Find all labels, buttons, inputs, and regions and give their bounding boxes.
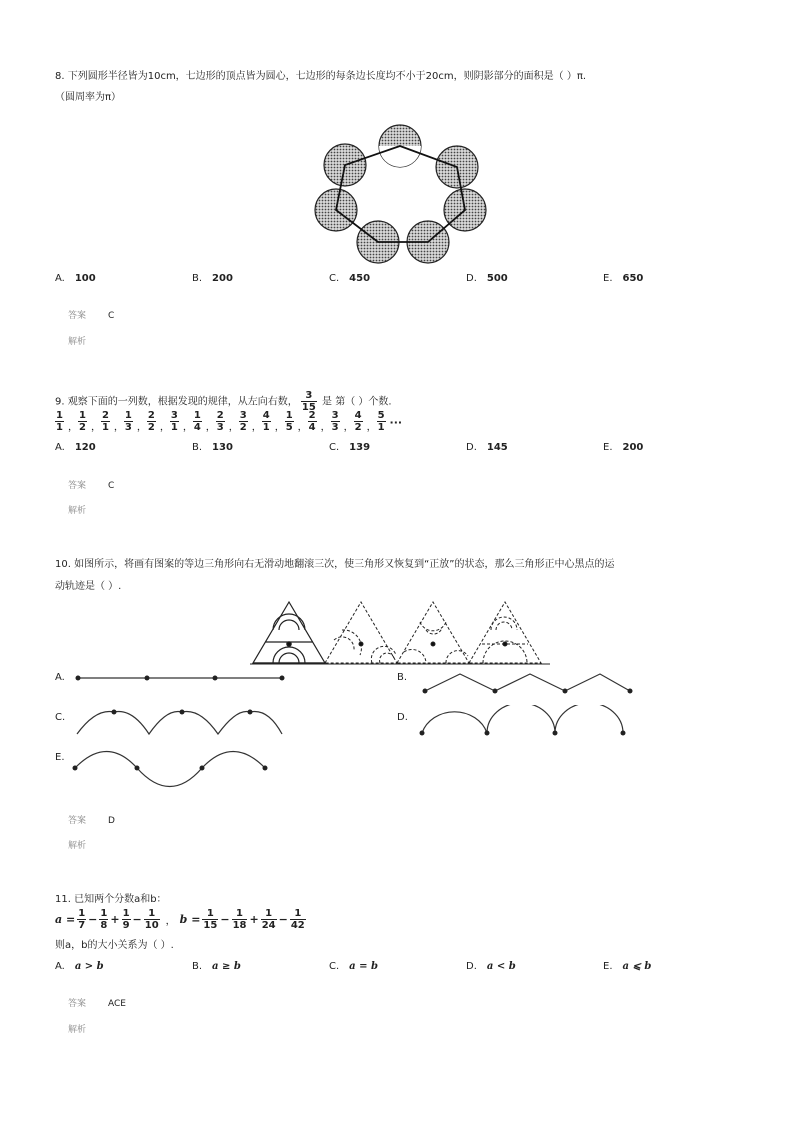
q10-option-c-path[interactable]	[72, 704, 287, 738]
comma: ，	[159, 422, 170, 433]
sequence-fraction: $\frac{2}{1}$	[101, 410, 109, 433]
q9-option-d[interactable]: D. 145	[466, 442, 508, 453]
formula-fraction: $\frac{1}{10}$	[144, 908, 159, 931]
formula-token: −	[88, 913, 98, 926]
q11-stem-cont: 则a，b的大小关系为（ ）.	[55, 940, 174, 951]
comma: ，	[182, 422, 193, 433]
formula-fraction: $\frac{1}{18}$	[232, 908, 247, 931]
formula-token: +	[249, 913, 259, 926]
q9-answer: 答案 C	[68, 481, 115, 491]
q10-option-a-path[interactable]	[70, 668, 290, 688]
q8-stem-note: （圆周率为π）	[55, 92, 122, 103]
q9-stem: 9. 观察下面的一列数，根据发现的规律，从左向右数， $\frac{3}{15}$ 是 第（ ）个数.	[55, 390, 392, 413]
triangle-rolled-1	[325, 602, 397, 663]
comma: ，	[228, 422, 239, 433]
q10-option-b-label[interactable]: B.	[397, 672, 408, 683]
q8-option-e[interactable]: E. 650	[603, 273, 644, 284]
rolling-triangles-figure	[250, 600, 550, 668]
formula-token: −	[220, 913, 230, 926]
q9-sequence	[55, 410, 402, 433]
q10-stem-cont: 动轨迹是（ ）.	[55, 581, 122, 592]
sequence-fraction: $\frac{2}{3}$	[216, 410, 224, 433]
q9-target-fraction: $\frac{3}{15}$	[301, 390, 316, 413]
formula-token: +	[110, 913, 120, 926]
formula-token: a =	[55, 913, 76, 926]
comma: ，	[136, 422, 147, 433]
sequence-fraction: $\frac{2}{2}$	[147, 410, 155, 433]
comma: ，	[274, 422, 285, 433]
sequence-fraction: $\frac{1}{2}$	[78, 410, 86, 433]
q10-option-d-label[interactable]: D.	[397, 712, 408, 723]
sequence-fraction: $\frac{1}{1}$	[56, 410, 63, 433]
q10-option-b-path[interactable]	[420, 666, 635, 696]
q9-option-b[interactable]: B. 130	[192, 442, 233, 453]
q10-analysis: 解析	[68, 841, 87, 851]
q11-option-d[interactable]: D. a < b	[466, 961, 516, 972]
q11-option-b[interactable]: B. a ≥ b	[192, 961, 241, 972]
q8-option-c[interactable]: C. 450	[329, 273, 371, 284]
formula-fraction: $\frac{1}{9}$	[122, 908, 130, 931]
q10-option-a-label[interactable]: A.	[55, 672, 65, 683]
q8-option-a[interactable]: A. 100	[55, 273, 96, 284]
q9-analysis: 解析	[68, 506, 87, 516]
q11-option-c[interactable]: C. a = b	[329, 961, 378, 972]
q8-analysis: 解析	[68, 337, 87, 347]
comma: ，	[113, 422, 124, 433]
formula-fraction: $\frac{1}{7}$	[78, 908, 86, 931]
q10-option-e-path[interactable]	[70, 743, 275, 793]
sequence-fraction: $\frac{2}{4}$	[308, 410, 316, 433]
q11-option-e[interactable]: E. a ⩽ b	[603, 961, 652, 972]
comma: ，	[297, 422, 308, 433]
formula-fraction: $\frac{1}{8}$	[100, 908, 108, 931]
q10-answer: 答案 D	[68, 816, 115, 826]
sequence-fraction: $\frac{3}{3}$	[331, 410, 339, 433]
comma: ，	[343, 422, 354, 433]
q8-stem: 8. 下列圆形半径皆为10cm，七边形的顶点皆为圆心，七边形的每条边长度均不小于20cm，则阴影部分的面积是（ ）π.	[55, 71, 587, 82]
q9-option-e[interactable]: E. 200	[603, 442, 644, 453]
sequence-fraction: $\frac{3}{1}$	[170, 410, 178, 433]
sequence-fraction: $\frac{4}{1}$	[262, 410, 270, 433]
q11-formula	[55, 908, 308, 931]
q8-option-d[interactable]: D. 500	[466, 273, 508, 284]
sequence-ellipsis: ···	[389, 416, 403, 429]
comma: ，	[67, 422, 78, 433]
q10-option-c-label[interactable]: C.	[55, 712, 66, 723]
q9-option-a[interactable]: A. 120	[55, 442, 96, 453]
q9-option-c[interactable]: C. 139	[329, 442, 371, 453]
comma: ，	[366, 422, 377, 433]
sequence-fraction: $\frac{1}{4}$	[193, 410, 201, 433]
q11-option-a[interactable]: A. a > b	[55, 961, 104, 972]
formula-token: b =	[179, 913, 201, 926]
q8-option-b[interactable]: B. 200	[192, 273, 233, 284]
q11-analysis: 解析	[68, 1025, 87, 1035]
sequence-fraction: $\frac{3}{2}$	[239, 410, 247, 433]
heptagon-circles-figure	[300, 118, 500, 273]
q10-option-d-path[interactable]	[415, 705, 630, 739]
q10-option-e-label[interactable]: E.	[55, 752, 65, 763]
formula-fraction: $\frac{1}{15}$	[203, 908, 218, 931]
formula-token: −	[278, 913, 288, 926]
q8-answer: 答案 C	[68, 311, 115, 321]
comma: ，	[320, 422, 331, 433]
sequence-fraction: $\frac{1}{3}$	[124, 410, 132, 433]
q11-answer: 答案 ACE	[68, 999, 126, 1009]
sequence-fraction: $\frac{4}{2}$	[354, 410, 362, 433]
comma: ，	[90, 422, 101, 433]
triangle-upright	[253, 602, 325, 663]
formula-fraction: $\frac{1}{42}$	[290, 908, 305, 931]
q10-stem: 10. 如图所示，将画有图案的等边三角形向右无滑动地翻滚三次，使三角形又恢复到“正放”的状态，那么三角形正中心黑点的运	[55, 559, 615, 570]
q11-stem: 11. 已知两个分数a和b：	[55, 894, 167, 905]
sequence-fraction: $\frac{5}{1}$	[377, 410, 385, 433]
triangle-rolled-3	[469, 602, 541, 663]
formula-separator: ，	[165, 916, 176, 927]
comma: ，	[251, 422, 262, 433]
comma: ，	[205, 422, 216, 433]
formula-token: −	[132, 913, 142, 926]
sequence-fraction: $\frac{1}{5}$	[285, 410, 293, 433]
formula-fraction: $\frac{1}{24}$	[261, 908, 276, 931]
triangle-rolled-2	[397, 602, 469, 663]
